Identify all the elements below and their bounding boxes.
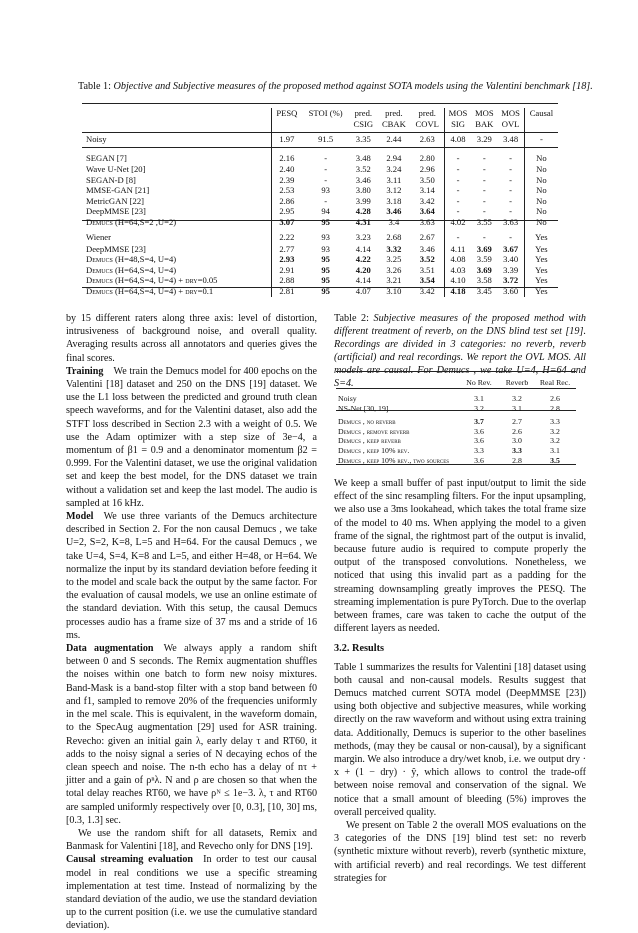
left-paragraph: [66, 827, 317, 853]
table1-cell: 3.46: [419, 243, 435, 254]
table1-cell: 3.24: [386, 164, 402, 174]
table1-header-line: pred.: [385, 108, 403, 118]
table1-cell: 95: [321, 275, 330, 286]
table1-cell: 3.32: [386, 243, 402, 254]
table1-cell: 4.14: [355, 243, 371, 254]
table1-cell: Yes: [524, 254, 558, 265]
table1-cell: 2.77: [272, 244, 302, 255]
table1-header-line: MOS: [448, 108, 468, 118]
table2-row-label: Noisy: [338, 394, 357, 403]
table1-row-label: Demucs (H=64,S=2 ,U=2): [86, 216, 177, 227]
table1-row-label: Demucs (H=64,S=4, U=4) + dry=0.05: [86, 275, 218, 286]
table1-row: [82, 175, 558, 186]
table1-cell: -: [509, 174, 513, 185]
table2-cell: 2.8: [512, 455, 522, 465]
table1-cell: Yes: [524, 244, 558, 255]
table1-cell: 3.45: [476, 285, 492, 296]
table1-cell: 4.14: [355, 275, 371, 286]
table1-cell: 3.52: [355, 164, 371, 174]
table2-cell: 3.6: [474, 436, 484, 446]
table1-cell: -: [509, 232, 513, 243]
paragraph-text: We always apply a random shift between 0 and S seconds. The Remix augmentation shuffles the noises within one batch to form new noisy mixtures. Band-Mask is a band-stop filter with a stop band between f0 and f1, sampled to remove 20% of the frequencies uniformly in the mel scale. This is equivalent, in the waveform domain, to the SpecAug augmentation [29] used for ASR training. Revecho: given an initial gain λ, early delay τ and RT60, it adds to the noisy signal a series of N decaying echos of the clean speech and noise. The n-th echo has a delay of nτ + jitter and a gain of ρⁿλ. N and ρ are chosen so that when the total delay reaches RT60, we have ρᴺ ≤ 1e−3. λ, τ and RT60 are sampled uniformly respectively over [0, 0.3], [10, 30] ms, [0.3, 1.3] sec.: [66, 643, 318, 826]
table1-cell: 2.39: [272, 175, 302, 186]
left-paragraph: [66, 312, 317, 365]
table1-cell: 3.42: [419, 195, 435, 206]
table1-cell: 3.48: [503, 133, 519, 144]
table1-cell: 3.21: [386, 275, 402, 286]
table2-header-cell: Real Rec.: [539, 378, 571, 388]
table2-cell: 3.2: [474, 403, 484, 413]
table1-cell: -: [444, 228, 471, 244]
table1-cell: -: [524, 130, 558, 148]
table2-row: [338, 427, 574, 437]
table1-cell: 2.22: [272, 228, 302, 244]
table1-cell: 95: [321, 264, 330, 275]
table1-row: [82, 244, 558, 255]
table2-cell: 3.2: [550, 436, 560, 446]
table1-row: [82, 286, 558, 297]
table1-header-cell: [350, 108, 378, 130]
table1-cell: Yes: [524, 286, 558, 297]
table1-header-cell: [524, 108, 558, 130]
table1-cell: 3.69: [476, 243, 492, 254]
table2-top-rule: [336, 371, 576, 372]
table1-cell: 95: [321, 285, 330, 296]
table2-cell: 2.6: [550, 394, 560, 403]
table1-cell: 2.63: [419, 133, 435, 144]
table1-cell: Yes: [524, 228, 558, 244]
left-paragraph: [66, 853, 317, 932]
table1: [82, 108, 558, 297]
table1-cell: 2.95: [272, 206, 302, 217]
table1-header-cell: [272, 108, 302, 130]
table1-row-label: DeepMMSE [23]: [86, 206, 146, 217]
table1-cell: 3.42: [419, 285, 435, 296]
table1-cell: 91.5: [318, 133, 334, 144]
table1-cell: 2.67: [419, 232, 435, 243]
table1-cell: 3.60: [503, 285, 519, 296]
table1-row: [82, 148, 558, 164]
table1-cell: 3.12: [386, 185, 402, 196]
table1-cell: -: [444, 148, 471, 164]
table1-row: [82, 196, 558, 207]
table2-cell: 2.7: [512, 417, 522, 427]
run-in-heading: Data augmentation: [66, 643, 154, 655]
table2-cell: 3.1: [550, 445, 560, 455]
table1-cell: -: [509, 152, 513, 163]
table1-cell: 4.22: [355, 254, 371, 265]
table1-cell: 3.59: [476, 254, 492, 265]
table1-row: [82, 228, 558, 244]
table2-cell: 3.0: [512, 436, 522, 446]
table1-top-rule: [82, 103, 558, 104]
table2-row-label: Demucs , keep 10% rev.: [338, 445, 410, 455]
table1-cell: 2.81: [272, 286, 302, 297]
table1-cell: 4.18: [444, 286, 471, 297]
table1-cell: 3.07: [272, 217, 302, 228]
table1-cell: -: [444, 185, 471, 196]
table2-header-cell: [338, 376, 460, 390]
table1-cell: 93: [321, 243, 330, 254]
table1-cell: 93: [321, 185, 330, 196]
table2-cell: 3.5: [550, 455, 560, 465]
table1-cell: 2.16: [272, 148, 302, 164]
table2-cell: 3.6: [474, 426, 484, 436]
right-column: [334, 477, 586, 885]
table2-cell: 3.3: [474, 445, 484, 455]
table1-row-label: Wave U-Net [20]: [86, 164, 146, 174]
table1-cell: 3.46: [355, 174, 371, 185]
table1-cell: 3.50: [419, 174, 435, 185]
left-paragraph: [66, 510, 317, 642]
table1-cell: 3.67: [503, 243, 519, 254]
table1-cell: 3.58: [476, 275, 492, 286]
table2-row-label: Demucs , remove reverb: [338, 426, 410, 436]
table1-header-cell: [497, 108, 524, 130]
table1-cell: No: [524, 217, 558, 228]
table1-caption-label: Table 1:: [78, 81, 111, 92]
table2-header-cell: Reverb: [505, 378, 529, 388]
table1-cell: 4.31: [355, 216, 371, 227]
paragraph-text: by 15 different raters along three axis: level of distortion, intrusiveness of background noise, and overall quality. Averaging results across all annotators and queries gives the final scores.: [66, 313, 317, 364]
table1-cell: 2.96: [419, 164, 435, 174]
table1-cell: No: [524, 206, 558, 217]
table2-cell: 2.8: [550, 403, 560, 413]
table2-row-label: Demucs , keep 10% rev., two sources: [338, 455, 450, 465]
table2-cell: 3.1: [474, 394, 484, 403]
table1-header-line: STOI (%): [308, 108, 343, 118]
right-paragraph-3: We present on Table 2 the overall MOS evaluations on the 3 categories of the DNS [19] blind test set: no reverb (synthetic mixture without reverb), reverb (synthetic mixture, with artificial reverb) and real recordings. We test different strategies for: [334, 820, 586, 884]
table1-row: [82, 164, 558, 175]
right-paragraph-2: Table 1 summarizes the results for Valentini [18] dataset using both causal and non-causal models. Results suggest that Demucs matched current SOTA model (DeepMMSE [23]) using both objective and subjective measures, while working directly on the raw waveform and without using extra training data. Additionally, Demucs is superior to the other baselines methods, (may they be causal or non-causal), by a significant margin. We also introduce a dry/wet knob, i.e. we output dry · x + (1 − dry) · ŷ, which allows to control the trade-off between noise removal and conservation of the signal. We notice that a small amount of bleeding (5%) improves the overall perceived quality.: [334, 661, 586, 818]
table1-cell: 2.53: [272, 185, 302, 196]
table2-cell: 3.3: [550, 417, 560, 427]
table2-header-row: [338, 376, 574, 390]
table1-cell: -: [482, 185, 486, 196]
table1-cell: 3.39: [503, 264, 519, 275]
table1-cell: 3.29: [476, 133, 492, 144]
paragraph-text: In order to test our causal model in real conditions we use a specific streaming implementation at test time. Instead of normalizing by the standard deviation of the audio, we use the standard deviation up to the current position (i.e. we use the cumulative standard deviation).: [66, 854, 317, 932]
table1-header-cell: [377, 108, 411, 130]
table1-header-line: SIG: [451, 118, 465, 129]
table2-cell: 2.6: [512, 426, 522, 436]
table1-cell: -: [324, 174, 328, 185]
table1-row: [82, 185, 558, 196]
table1-cell: 4.28: [355, 206, 371, 217]
table1-row-label: Demucs (H=48,S=4, U=4): [86, 254, 177, 265]
table1-header-cell: [471, 108, 497, 130]
table1-cell: 1.97: [272, 130, 302, 148]
table1-header-cell: [82, 108, 272, 130]
table2: [338, 376, 574, 465]
table1-cell: 3.63: [503, 216, 519, 227]
table1-header-line: pred.: [418, 108, 436, 118]
table1-cell: 3.14: [419, 185, 435, 196]
table1-cell: 2.93: [272, 254, 302, 265]
table1-cell: 4.02: [444, 217, 471, 228]
table2-row-label: NS-Net [30, 19]: [338, 403, 389, 413]
table2-cell: 3.2: [550, 426, 560, 436]
table1-cell: 2.86: [272, 196, 302, 207]
table1-header-line: MOS: [474, 108, 494, 118]
table1-cell: No: [524, 164, 558, 175]
table2-row: [338, 413, 574, 427]
table1-header-line: MOS: [501, 108, 520, 118]
table1-cell: Yes: [524, 265, 558, 276]
table1-cell: -: [324, 152, 328, 163]
paragraph-text: We use three variants of the Demucs architecture described in Section 2. For the non causal Demucs , we take U=2, S=2, K=8, L=5 and H=64. For the causal Demucs , we take U=4, S=4, K=8 and L=5, and either H=48, or H=64. We normalize the input by its standard deviation before feeding it to the model and scale back the output by the same factor. For the evaluation of causal models, we use an online estimate of the standard deviation. With this setup, the causal Demucs processes audio has a frame size of 37 ms and a stride of 16 ms.: [66, 511, 317, 641]
table1-row-label: MMSE-GAN [21]: [86, 185, 150, 196]
table1-cell: 2.68: [386, 232, 402, 243]
table1-row-label: Noisy: [86, 133, 107, 144]
table1-cell: 3.40: [503, 254, 519, 265]
table1-header-line: PESQ: [276, 108, 298, 118]
table1-cell: -: [509, 195, 513, 206]
table2-row-label: Demucs , keep reverb: [338, 436, 401, 446]
table1-row: [82, 265, 558, 276]
table1-cell: -: [482, 164, 486, 174]
table1-header-line: BAK: [475, 118, 494, 129]
table1-header-cell: [411, 108, 445, 130]
table1-cell: 3.26: [386, 264, 402, 275]
table1-cell: 3.63: [419, 216, 435, 227]
table1-cell: 3.11: [386, 174, 402, 185]
table1-caption-text: Objective and Subjective measures of the proposed method against SOTA models using the Valentini benchmark [18].: [113, 81, 593, 92]
table1-header-line: pred.: [354, 108, 373, 118]
table1-row-label: DeepMMSE [23]: [86, 243, 146, 254]
table1-cell: Yes: [524, 275, 558, 286]
table1-header-line: COVL: [415, 118, 439, 129]
table1-cell: 4.03: [444, 265, 471, 276]
table1-cell: 94: [321, 206, 330, 217]
left-paragraph: [66, 365, 317, 510]
table1-header-line: CSIG: [353, 118, 374, 129]
table1-header-row: [82, 108, 558, 130]
results-section-heading: 3.2. Results: [334, 643, 385, 655]
table1-cell: 4.07: [355, 285, 371, 296]
table1-cell: 3.10: [386, 285, 402, 296]
table1-cell: No: [524, 185, 558, 196]
paragraph-text: We use the random shift for all datasets, Remix and Banmask for Valentini [18], and Revecho only for DNS [19].: [66, 827, 317, 853]
table1-cell: -: [509, 164, 513, 174]
table1-cell: -: [324, 164, 328, 174]
table1-cell: 3.25: [386, 254, 402, 265]
table1-cell: -: [482, 152, 486, 163]
table1-row-label: Demucs (H=64,S=4, U=4): [86, 264, 177, 275]
table1-cell: -: [482, 232, 486, 243]
table1-cell: 3.4: [388, 216, 400, 227]
table2-caption-text: Subjective measures of the proposed method with different treatment of reverb, on the DNS blind test set [19]. Recordings are divided in 3 categories: no reverb, reverb (artificial) and real recordings. We report the OVL MOS. All models are causal. For Demucs , we take U=4, H=64 and S=4.: [334, 313, 587, 389]
table1-row-label: SEGAN [7]: [86, 152, 127, 163]
right-paragraph-1: We keep a small buffer of past input/output to limit the side effect of the sinc resampling filters. For the input upsampling, we also use a 3ms lookahead, which takes the total frame size of the model to 40 ms. When applying the model to a given frame of the signal, the rightmost part of the output is invalid, because future audio is required to compute properly the output of the transposed convolutions. Nonetheless, we noticed that using this invalid part as a padding for the streaming downsampling greatly improves the PESQ. The streaming implementation is pure PyTorch. Due to the overlap between frames, care was taken to cache the output of the different layers as needed.: [334, 478, 586, 635]
table2-row: [338, 404, 574, 414]
table2-cell: 3.7: [474, 417, 484, 427]
table2-row: [338, 456, 574, 466]
table1-cell: 2.91: [272, 265, 302, 276]
table1-cell: 2.94: [386, 152, 402, 163]
table1-cell: 3.46: [386, 206, 402, 217]
table1-cell: 2.40: [272, 164, 302, 175]
table1-header-cell: [302, 108, 350, 130]
table1-cell: 4.11: [444, 244, 471, 255]
table2-cell: 3.1: [512, 403, 522, 413]
table2-row: [338, 446, 574, 456]
table1-header-line: CBAK: [381, 118, 406, 129]
table1-row: [82, 275, 558, 286]
table1-cell: 3.23: [355, 232, 371, 243]
table1-cell: -: [509, 206, 513, 217]
table1-cell: 3.54: [419, 275, 435, 286]
table1-cell: No: [524, 148, 558, 164]
table1-cell: 3.72: [503, 275, 519, 286]
table1-cell: 3.80: [355, 185, 371, 196]
table1-cell: 4.08: [444, 130, 471, 148]
table1-cell: -: [509, 185, 513, 196]
table1-cell: -: [444, 164, 471, 175]
left-paragraph: [66, 642, 317, 827]
table1-cell: No: [524, 196, 558, 207]
table1-cell: -: [482, 206, 486, 217]
table1-cell: 3.51: [419, 264, 435, 275]
paragraph-text: We train the Demucs model for 400 epochs on the Valentini [18] dataset and 250 on the DNS [19] dataset. We use the L1 loss between the predicted and ground truth clean speech waveforms, and for the Valentini dataset, also add the STFT loss described in Section 2.3 with a weight of 0.5. We use the Adam optimizer with a step size of 3e−4, a momentum of β1 = 0.9 and a denominator momentum β2 = 0.999. For the Valentini dataset, we use the original validation set and keep the best model, for the DNS dataset we train without a validation set and keep the last model. The audio is sampled at 16 kHz.: [66, 365, 317, 509]
table2-cell: 3.3: [512, 445, 522, 455]
run-in-heading: Model: [66, 511, 94, 523]
table1-cell: -: [444, 206, 471, 217]
table2-header-cell: No Rev.: [466, 378, 492, 388]
table1-cell: 3.69: [476, 264, 492, 275]
table1-cell: 2.44: [386, 133, 402, 144]
table1-cell: -: [324, 195, 328, 206]
table1-cell: 3.52: [419, 254, 435, 265]
table1-row: [82, 130, 558, 148]
table1-row-label: MetricGAN [22]: [86, 195, 144, 206]
table1-row-label: Wiener: [86, 232, 111, 243]
table1-cell: 3.64: [419, 206, 435, 217]
table1-cell: 3.18: [386, 195, 402, 206]
table2-cell: 3.6: [474, 455, 484, 465]
table1-header-line: OVL: [501, 118, 520, 129]
table1-cell: -: [482, 195, 486, 206]
table1-cell: 95: [321, 254, 330, 265]
table1-cell: 3.48: [355, 152, 371, 163]
table2-caption-label: Table 2:: [334, 313, 369, 324]
table1-cell: 95: [321, 216, 330, 227]
table1-row-label: Demucs (H=64,S=4, U=4) + dry=0.1: [86, 285, 214, 296]
run-in-heading: Causal streaming evaluation: [66, 854, 194, 866]
table1-cell: 4.08: [444, 254, 471, 265]
table1-cell: 93: [321, 232, 330, 243]
table1-cell: 3.99: [355, 195, 371, 206]
table1-cell: 4.10: [444, 275, 471, 286]
run-in-heading: Training: [66, 365, 104, 377]
table1-cell: 2.88: [272, 275, 302, 286]
table1-cell: 3.55: [476, 216, 492, 227]
table1-cell: 2.80: [419, 152, 435, 163]
table1-row: [82, 217, 558, 228]
table2-cell: 3.2: [512, 394, 522, 403]
table2-row-label: Demucs , no reverb: [338, 417, 396, 427]
table1-cell: 4.20: [355, 264, 371, 275]
table2-row: [338, 436, 574, 446]
left-column: [66, 312, 317, 933]
table1-cell: -: [482, 174, 486, 185]
table1-header-cell: [444, 108, 471, 130]
table1-caption: [78, 80, 598, 93]
table1-row: [82, 254, 558, 265]
table1-header-line: Causal: [529, 108, 554, 118]
table1-cell: No: [524, 175, 558, 186]
table1-row-label: SEGAN-D [8]: [86, 174, 136, 185]
table1-cell: -: [444, 196, 471, 207]
table2-row: [338, 390, 574, 404]
table1-cell: -: [444, 175, 471, 186]
table1-row: [82, 206, 558, 217]
table1-cell: 3.35: [355, 133, 371, 144]
